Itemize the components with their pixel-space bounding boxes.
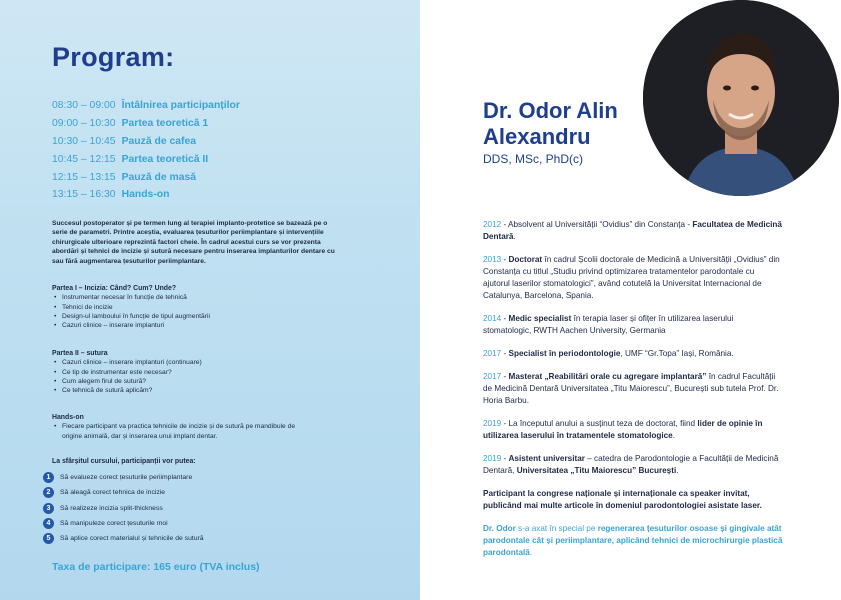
list-item: • Fiecare participant va practica tehnicile de incizie și de sutură pe mandibule de origine animală, dar și inserarea unui implant dentar. [62, 422, 297, 441]
bio-text: în cadrul Școlii doctorale de Medicină a Universității „Ovidius” din Constanța cu titlul „Studiu privind optimizarea tratamentelor parodontale cu ajutorul laserilor stomatologici”, având cotutelă la Universitat Internacional de Catalunya, Barcelona, Spania. [483, 255, 780, 300]
part-two-title: Partea II – sutura [52, 350, 108, 357]
list-item: • Ce tehnică de sutură aplicăm? [62, 386, 352, 395]
list-item: • Cazuri clinice – inserare implanturi (continuare) [62, 358, 352, 367]
bio-year: 2019 [483, 454, 502, 463]
list-item: • Cazuri clinice – inserare implanturi [62, 321, 352, 330]
schedule-row [52, 150, 392, 168]
schedule [52, 97, 392, 204]
objective-item [43, 485, 343, 500]
list-item: • Instrumentar necesar în funcție de tehnică [62, 293, 352, 302]
program-panel [0, 0, 420, 600]
bio-entry [483, 313, 783, 337]
bio-text: - [501, 372, 509, 381]
speaker-name-line1: Dr. Odor Alin [483, 98, 618, 123]
bio-highlight: Medic specialist [508, 314, 572, 323]
program-title: Program: [52, 42, 175, 72]
objective-item [43, 516, 343, 531]
bio-text: . [672, 431, 676, 440]
objective-text: Să realizeze incizia split-thickness [60, 504, 163, 512]
bio-text: . [676, 466, 679, 475]
objective-item [43, 501, 343, 516]
bio-year: 2017 [483, 349, 502, 358]
bio-highlight: Doctorat [508, 255, 543, 264]
schedule-row [52, 168, 392, 186]
objectives-title: La sfârșitul cursului, participanții vor putea: [52, 458, 196, 465]
objective-item [43, 470, 343, 485]
speaker-name-line2: Alexandru [483, 124, 591, 149]
schedule-time: 08:30 – 09:00 [52, 100, 116, 112]
number-badge: 1 [43, 472, 54, 483]
bio-entry [483, 254, 783, 302]
bio-text: - [501, 349, 509, 358]
speaker-photo [643, 0, 839, 196]
bio-text: . [513, 232, 516, 241]
bio-text: în cadrul Facultății de Medicină Dentară Universitatea „Titu Maiorescu”, București sub tutela Prof. Dr. Horia Barbu. [483, 372, 779, 405]
objective-text: Să evalueze corect țesuturile periimplantare [60, 474, 193, 482]
bio-text: , UMF “Gr.Topa” Iași, România. [620, 349, 734, 358]
list-item: • Cum alegem firul de sutură? [62, 377, 352, 386]
hands-on-title: Hands-on [52, 414, 84, 421]
speaker-bio [483, 219, 783, 570]
bio-highlight: regenerarea țesuturilor osoase și gingivale atât parodontale cât și periimplantare, aplicând tehnici de microchirurgie plastică parodontală [483, 524, 783, 557]
bio-year: 2013 [483, 255, 502, 264]
speaker-degree: DDS, MSc, PhD(c) [483, 152, 584, 166]
number-badge: 5 [43, 533, 54, 544]
bio-highlight: Facultatea de Medicină Dentară [483, 220, 782, 241]
objective-text: Să aplice corect materialul și tehnicile de sutură [60, 535, 204, 543]
bio-text: – catedra de Parodontologie a Facultății de Medicină Dentară, [483, 454, 779, 475]
bio-text: - [501, 314, 509, 323]
schedule-row [52, 115, 392, 133]
bio-text: - [501, 255, 509, 264]
schedule-activity: Pauză de masă [121, 171, 197, 183]
bio-highlight: Universitatea „Titu Maiorescu” București [516, 466, 677, 475]
schedule-time: 09:00 – 10:30 [52, 118, 116, 130]
bio-text: s-a axat în special pe [515, 524, 598, 533]
schedule-activity: Întâlnirea participanților [121, 100, 240, 112]
hands-on-section [52, 413, 297, 441]
schedule-activity: Pauză de cafea [121, 135, 197, 147]
objective-text: Să aleagă corect tehnica de incizie [60, 489, 166, 497]
bio-entry [483, 348, 783, 360]
bio-highlight: lider de opinie în utilizarea laserului în tratamentele stomatologice [483, 419, 763, 440]
list-item: • Ce tip de instrumentar este necesar? [62, 368, 352, 377]
bio-year: 2019 [483, 419, 502, 428]
schedule-time: 10:30 – 10:45 [52, 135, 116, 147]
bio-text: - La începutul anului a susținut teza de doctorat, fiind [501, 419, 698, 428]
speaker-name [483, 98, 618, 150]
objective-text: Să manipuleze corect țesuturile moi [60, 520, 168, 528]
schedule-time: 10:45 – 12:15 [52, 153, 116, 165]
bio-focus [483, 523, 783, 559]
number-badge: 4 [43, 518, 54, 529]
bio-highlight: Asistent universitar [508, 454, 585, 463]
bio-highlight: Dr. Odor [483, 524, 516, 533]
schedule-row [52, 97, 392, 115]
bio-congress: Participant la congrese naționale și internaționale ca speaker invitat, publicând mai multe articole în domeniul parodontologiei asistate laser. [483, 489, 762, 510]
schedule-activity: Hands-on [121, 189, 170, 201]
bio-text: - [501, 454, 509, 463]
number-badge: 3 [43, 503, 54, 514]
bio-entry [483, 453, 783, 477]
bio-text: . [529, 548, 533, 557]
schedule-time: 13:15 – 16:30 [52, 189, 116, 201]
part-one [52, 284, 352, 330]
bio-year: 2012 [483, 220, 502, 229]
bio-highlight: Specialist în periodontologie [508, 349, 621, 358]
course-intro: Succesul postoperator și pe termen lung al terapiei implanto-protetice se bazează pe o serie de parametri. Printre aceștia, evaluarea țesuturilor periimplantare și intervențiile chirurgicale ulterioare reprezintă factori cheie. În cadrul acestui curs se vor prezenta abordări și tehnici de incizie și sutură necesare pentru inserarea implanturilor dentare cu sau fără augmentarea țesuturilor periimplantare. [52, 220, 335, 265]
list-item: • Tehnici de incizie [62, 303, 352, 312]
participation-fee: Taxa de participare: 165 euro (TVA inclus) [52, 561, 260, 573]
bio-highlight: Masterat „Reabilitări orale cu agregare implantară” [508, 372, 707, 381]
bio-text: - Absolvent al Universității “Ovidius” din Constanța - [501, 220, 693, 229]
list-item: • Design-ul lamboului în funcție de tipul augmentării [62, 312, 352, 321]
portrait-image [643, 0, 839, 196]
schedule-time: 12:15 – 13:15 [52, 171, 116, 183]
part-one-title: Partea I – Incizia: Când? Cum? Unde? [52, 285, 177, 292]
bio-entry [483, 371, 783, 407]
part-two [52, 349, 352, 395]
schedule-row [52, 133, 392, 151]
bio-year: 2014 [483, 314, 502, 323]
bio-entry [483, 418, 783, 442]
objective-item [43, 531, 343, 546]
bio-entry [483, 219, 783, 243]
schedule-activity: Partea teoretică II [121, 153, 209, 165]
schedule-row [52, 186, 392, 204]
bio-text: în terapia laser și ofițer în utilizarea laserului stomatologic, RWTH Aachen University, Germania [483, 314, 734, 335]
number-badge: 2 [43, 487, 54, 498]
schedule-activity: Partea teoretică 1 [121, 118, 209, 130]
speaker-panel [420, 0, 841, 600]
objectives-list [43, 470, 343, 546]
bio-year: 2017 [483, 372, 502, 381]
